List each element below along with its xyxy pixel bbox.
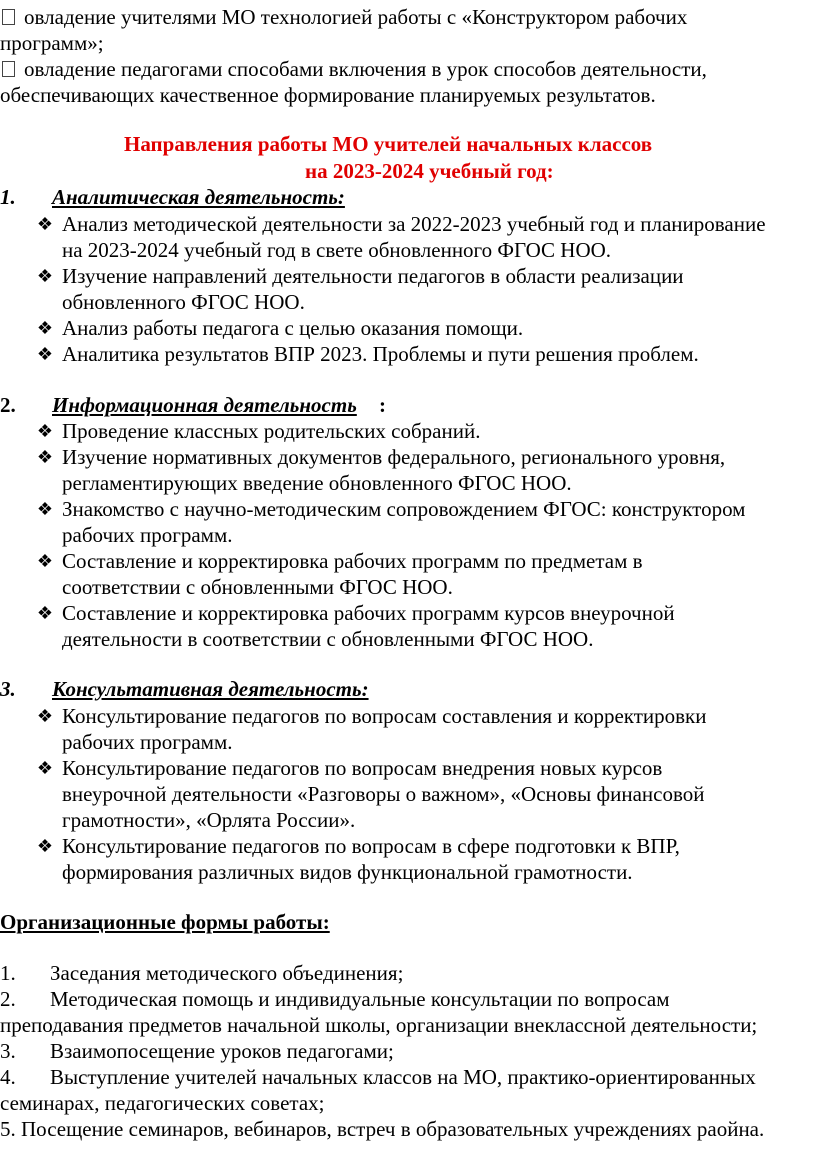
diamond-bullet-icon: ❖ xyxy=(36,706,54,726)
checkbox-glyph-icon xyxy=(2,61,15,77)
diamond-bullet-icon: ❖ xyxy=(36,499,54,519)
page-title-line-1: Направления работы МО учителей начальных классов xyxy=(124,132,653,156)
intro-item-1-cont: программ»; xyxy=(0,31,104,55)
section-2-number: 2. xyxy=(0,393,16,417)
diamond-bullet-icon: ❖ xyxy=(36,758,54,778)
org-item-1: 1. Заседания методического объединения; xyxy=(0,961,404,985)
section-1-heading: Аналитическая деятельность: xyxy=(52,185,345,209)
document-page: овладение учителями МО технологией работы с «Конструктором рабочих программ»; овладение педагогами способами включения в урок способов деятельности, обеспечивающих качественное формирование планируемых результатов. Направления работы МО учителей начальных классов на 2023-2024 учебный год: 1. Аналитическая деятельность: ❖ Анализ методической деятельности за 2022-2023 учебный год и планирование на 2023-2024 учебный год в свете обновленного ФГОС НОО. ❖ Изучение направлений деятельности педагогов в области реализации обновленного ФГОС НОО. ❖ Анализ работы педагога с целью оказания помощи. ❖ Аналитика результатов ВПР 2023. Проблемы и пути решения проблем. 2. Информационная деятельность : ❖ Проведение классных родительских собраний. ❖ Изучение нормативных документов федерального, регионального уровня, регламентирующих введение обновленного ФГОС НОО. ❖ Знакомство с научно-методическим сопровождением ФГОС: конструктором рабочих программ. ❖ Составление и корректировка рабочих программ по предметам в соответствии с обновленными ФГОС НОО. ❖ Составление и корректировка рабочих программ курсов внеурочной деятельности в соответствии с обновленными ФГОС НОО. 3. Консультативная деятельность: ❖ Консультирование педагогов по вопросам составления и корректировки рабочих программ. ❖ Консультирование педагогов по вопросам внедрения новых курсов внеурочной деятельности «Разговоры о важном», «Основы финансовой грамотности», «Орлята России». ❖ Консультирование педагогов по вопросам в сфере подготовки к ВПР, формирования различных видов функциональной грамотности. Организационные формы работы: 1. Заседания методического объединения; 2. Методическая помощь и индивидуальные консультации по вопросам преподавания предметов начальной школы, организации внеклассной деятельности; 3. Взаимопосещение уроков педагогами; 4. Выступление учителей начальных классов на МО, практико-ориентированных семинарах, педагогических советах; 5. Посещение семинаров, вебинаров, встреч в образовательных учреждениях раойна. xyxy=(0,5,766,1141)
diamond-bullet-icon: ❖ xyxy=(36,836,54,856)
diamond-bullet-icon: ❖ xyxy=(36,318,54,338)
intro-item-1: овладение учителями МО технологией работы с «Конструктором рабочих xyxy=(0,4,687,30)
diamond-bullet-icon: ❖ xyxy=(36,214,54,234)
org-item-4-cont: семинарах, педагогических советах; xyxy=(0,1091,325,1115)
org-item-5: 5. Посещение семинаров, вебинаров, встреч в образовательных учреждениях раойна. xyxy=(0,1117,765,1141)
intro-item-2-cont: обеспечивающих качественное формирование планируемых результатов. xyxy=(0,83,656,107)
org-item-4: 4. Выступление учителей начальных классов на МО, практико-ориентированных xyxy=(0,1065,756,1089)
section-2-heading: Информационная деятельность xyxy=(52,393,357,417)
intro-item-2: овладение педагогами способами включения в урок способов деятельности, xyxy=(0,56,707,82)
org-item-2-cont: преподавания предметов начальной школы, организации внеклассной деятельности; xyxy=(0,1013,758,1037)
checkbox-glyph-icon xyxy=(2,9,15,25)
section-3-heading: Консультативная деятельность: xyxy=(52,677,369,701)
diamond-bullet-icon: ❖ xyxy=(36,266,54,286)
diamond-bullet-icon: ❖ xyxy=(36,421,54,441)
section-2-heading-colon: : xyxy=(379,393,386,417)
section-3-number: 3. xyxy=(0,677,16,701)
page-title-line-2: на 2023-2024 учебный год: xyxy=(305,159,554,183)
diamond-bullet-icon: ❖ xyxy=(36,551,54,571)
org-forms-heading: Организационные формы работы: xyxy=(0,910,330,934)
section-1-number: 1. xyxy=(0,185,16,209)
diamond-bullet-icon: ❖ xyxy=(36,603,54,623)
org-item-2: 2. Методическая помощь и индивидуальные консультации по вопросам xyxy=(0,987,670,1011)
org-item-3: 3. Взаимопосещение уроков педагогами; xyxy=(0,1039,394,1063)
diamond-bullet-icon: ❖ xyxy=(36,344,54,364)
diamond-bullet-icon: ❖ xyxy=(36,447,54,467)
